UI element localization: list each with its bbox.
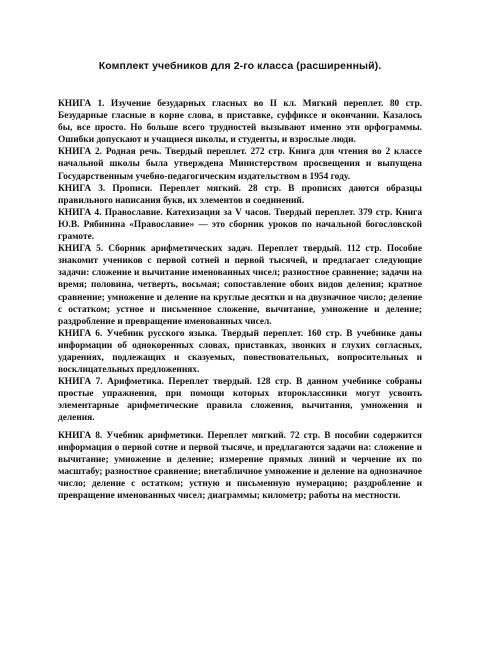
book-number: КНИГА 3. bbox=[58, 183, 106, 194]
book-description: Учебник русского языка. Твердый переплет. 160 стр. В учебнике даны информации об однокоренных словах, приставках, звонких и глухих согласных, ударениях, подлежащих и сказуемых, повествовательных, вопросительных и восклицательных предложениях. bbox=[58, 328, 423, 376]
book-description: Арифметика. Переплет твердый. 128 стр. В данном учебнике собраны простые упражнения, при помощи которых второклассники могут усвоить элементарные арифметические правила сложения, вычитания, умножения и деления. bbox=[58, 377, 422, 424]
book-entry-6 bbox=[58, 328, 422, 376]
book-entry-2 bbox=[58, 146, 422, 182]
book-description: Учебник арифметики. Переплет мягкий. 72 стр. В пособии содержится информация о первой сотне и первой тысяче, и предлагаются задачи на: сложение и вычитание; умножение и деление; измерение прямых линий и черчение их по масштабу; разностное сравнение; внетабличное умножение и деление на однозначное число; деление с остатком; устную и письменную нумерацию; раздробление и превращение именованных чисел; диаграммы; километр; работы на местности. bbox=[58, 430, 423, 501]
book-number: КНИГА 6. bbox=[58, 328, 103, 339]
book-description: Прописи. Переплет мягкий. 28 стр. В прописях даются образцы правильного написания букв, их элементов и соединений. bbox=[58, 183, 422, 206]
book-entry-5 bbox=[58, 243, 422, 328]
book-number: КНИГА 2. bbox=[58, 147, 103, 158]
book-entry-4 bbox=[58, 207, 422, 243]
document-title: Комплект учебников для 2-го класса (расширенный). bbox=[98, 60, 382, 72]
book-number: КНИГА 4. bbox=[58, 207, 102, 218]
book-entry-3 bbox=[58, 183, 422, 207]
book-number: КНИГА 8. bbox=[58, 430, 103, 441]
book-list bbox=[58, 98, 422, 502]
book-description: Православие. Катехизация за V часов. Твердый переплет. 379 стр. Книга Ю.В. Рябинина «Православие» — это сборник уроков по начальной богословской грамоте. bbox=[58, 207, 423, 243]
book-description: Родная речь. Твердый переплет. 272 стр. Книга для чтения во 2 классе начальной школы была утверждена Министерством просвещения и выпущена Государственным учебно-педагогическим издательством в 1954 году. bbox=[58, 147, 422, 182]
book-description: Сборник арифметических задач. Переплет твердый. 112 стр. Пособие знакомит учеников с первой сотней и первой тысячей, и предлагает следующие задачи: сложение и вычитание именованных чисел; разностное сравнение; задачи на время; половина, четверть, восьмая; сопоставление обоих видов деления; кратное сравнение; умножение и деление на круглые десятки и на двузначное число; деление с остатком; устное и письменное сложение, вычитание, умножение и деление; раздробление и превращение именованных чисел. bbox=[58, 244, 422, 327]
book-number: КНИГА 1. bbox=[58, 99, 105, 109]
book-number: КНИГА 7. bbox=[58, 377, 103, 388]
book-number: КНИГА 5. bbox=[58, 244, 104, 255]
book-entry-1 bbox=[58, 98, 422, 146]
book-description: Изучение безударных гласных во II кл. Мягкий переплет. 80 стр. Безударные гласные в корне слова, в приставке, суффиксе и окончании. Казалось бы, все просто. Но больше всего трудностей вызывают именно эти орфограммы. Ошибки допускают и учащиеся школы, и студенты, и взрослые люди. bbox=[58, 99, 423, 146]
book-entry-7 bbox=[58, 376, 422, 424]
book-entry-8 bbox=[58, 430, 422, 503]
